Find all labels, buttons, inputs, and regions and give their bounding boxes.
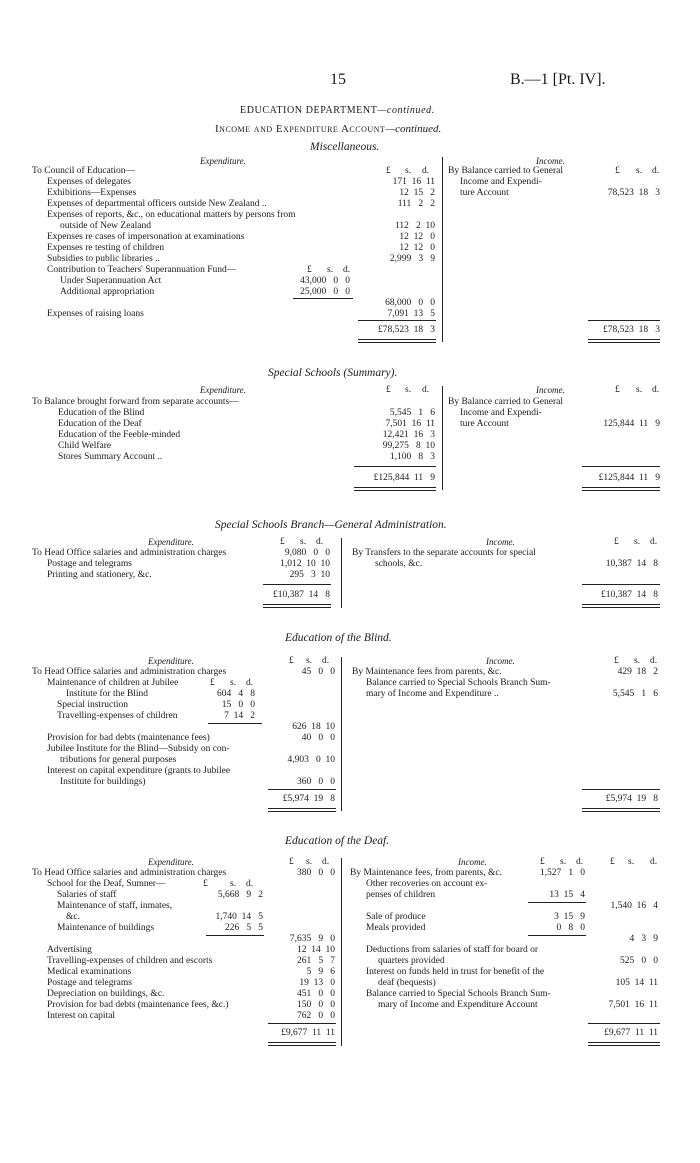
income-line: ture Account [460,419,509,429]
page-number: 15 [330,71,346,88]
income-sub-amount: 13 15 4 [549,890,585,900]
amount: 68,000 0 0 [385,298,435,308]
income-line: Balance carried to Special Schools Branch Sum- [366,989,551,999]
line-item: Salaries of staff [57,890,117,900]
pence-heading: d. [422,166,430,176]
amount: 380 0 0 [297,868,335,878]
section-title: Education of the Deaf. [285,835,390,847]
income-line: By Maintenance fees from parents, &c. [352,667,502,677]
amount: 360 0 0 [297,777,335,787]
amount: 7,635 9 0 [289,934,335,944]
line-item: Maintenance of staff, inmates, [57,901,173,911]
income-heading: Income. [486,656,515,666]
income-amount: 1,540 16 4 [610,901,658,911]
income-sub-amount: 1,527 1 0 [539,868,585,878]
income-line: schools, &c. [375,559,423,569]
income-line: mary of Income and Expenditure .. [366,689,499,699]
income-line: Interest on funds held in trust for benefit of the [366,967,545,977]
expenditure-total: £78,523 18 3 [378,325,435,335]
expenditure-total: £125,844 11 9 [373,473,435,483]
income-line: Meals provided [366,923,426,933]
line-item: Expenses of departmental officers outside New Zealand .. [47,199,267,209]
income-amount: 7,501 16 11 [608,1000,658,1010]
income-total: £125,844 11 9 [598,473,660,483]
line-item: Stores Summary Account .. [58,452,163,462]
amount: 40 0 0 [301,733,335,743]
amount: 112 2 10 [394,221,435,231]
income-line: By Balance carried to General [448,397,563,407]
line-item: Advertising [47,945,92,955]
income-line: penses of children [366,890,436,900]
income-total: £10,387 14 8 [601,590,658,600]
amount: 12,421 16 3 [382,430,435,440]
pence-heading: d. [652,166,660,176]
line-item: Expenses of raising loans [47,309,144,319]
income-heading: Income. [458,857,487,867]
amount: 4,903 0 10 [287,755,335,765]
income-amount: 78,523 18 3 [607,188,660,198]
sub-amount: 226 5 5 [225,923,263,933]
amount: 12 14 10 [297,945,335,955]
line-item: Expenses of delegates [47,177,131,187]
income-line: Other recoveries on account ex- [366,879,488,889]
amount: 12 12 0 [399,243,435,253]
line-item: Exhibitions—Expenses [47,188,137,198]
income-sub-amount: 0 8 0 [556,923,585,933]
line-item: Postage and telegrams [47,978,132,988]
line-item: To Head Office salaries and administration charges [32,667,227,677]
income-total: £5,974 19 8 [605,794,658,804]
income-amount: 525 0 0 [620,956,658,966]
section-title: Education of the Blind. [285,632,392,644]
income-amount: 125,844 11 9 [603,419,660,429]
income-amount: 5,545 1 6 [612,689,658,699]
line-item: Special instruction [57,700,128,710]
amount: 2,999 3 9 [389,254,435,264]
line-item: Education of the Feeble-minded [58,430,181,440]
amount: 12 12 0 [399,232,435,242]
section-title: Special Schools Branch—General Administration. [215,519,447,531]
income-line: ture Account [460,188,509,198]
amount: 1,100 8 3 [389,452,435,462]
expenditure-total: £10,387 14 8 [273,590,330,600]
pound-heading: £ [615,166,620,176]
shilling-heading: s. [636,166,643,176]
line-item: Institute for the Blind [66,689,149,699]
line-item: Institute for buildings) [60,777,146,787]
line-item: Medical examinations [47,967,132,977]
line-item: outside of New Zealand [60,221,152,231]
income-line: quarters provided [378,956,445,966]
income-amount: 4 3 9 [629,934,658,944]
income-amount: 10,387 14 8 [605,559,658,569]
income-line: By Transfers to the separate accounts for special [352,548,536,558]
expenditure-heading: Expenditure. [200,385,246,395]
sub-amount: 7 14 2 [224,711,255,721]
amount: 1,012 10 10 [280,559,330,569]
line-item: Child Welfare [58,441,112,451]
amount: 99,275 8 10 [382,441,435,451]
sub-amount: 43,000 0 0 [300,276,350,286]
line-item: Provision for bad debts (maintenance fees, &c.) [47,1000,229,1010]
amount: 626 18 10 [292,722,335,732]
expenditure-total: £5,974 19 8 [282,794,335,804]
amount: 111 2 2 [397,199,435,209]
income-total: £78,523 18 3 [603,325,660,335]
section-title: Special Schools (Summary). [268,367,398,379]
line-item: Interest on capital [47,1011,116,1021]
income-line: Deductions from salaries of staff for board or [366,945,539,955]
income-line: Balance carried to Special Schools Branch Sum- [366,678,551,688]
pound-heading: £ [386,166,391,176]
line-item: Jubilee Institute for the Blind—Subsidy on con- [47,744,230,754]
income-heading: Income. [486,537,515,547]
line-item: Depreciation on buildings, &c. [47,989,165,999]
income-amount: 105 14 11 [615,978,658,988]
income-total: £9,677 11 11 [604,1028,658,1038]
amount: 150 0 0 [297,1000,335,1010]
line-item: School for the Deaf, Sumner— [47,879,166,889]
line-item: To Head Office salaries and administration charges [32,548,227,558]
amount: 12 15 2 [399,188,435,198]
amount: 9,080 0 0 [284,548,330,558]
expenditure-heading: Expenditure. [148,537,194,547]
sub-amount: 604 4 8 [217,689,255,699]
expenditure-heading: Expenditure. [148,656,194,666]
line-item: Postage and telegrams [47,559,132,569]
expenditure-heading: Expenditure. [200,156,246,166]
income-line: By Maintenance fees, from parents, &c. [350,868,502,878]
line-item: To Council of Education— [32,166,136,176]
line-item: Maintenance of buildings [57,923,155,933]
shilling-heading: s. [405,166,412,176]
income-line: Income and Expendi- [460,408,542,418]
amount: 19 13 0 [299,978,335,988]
line-item: Expenses of reports, &c., on educational matters by persons from [47,210,296,220]
page-reference: B.—1 [Pt. IV]. [510,71,606,88]
amount: 45 0 0 [301,667,335,677]
line-item: Additional appropriation [60,287,155,297]
amount: 762 0 0 [297,1011,335,1021]
line-item: Maintenance of children at Jubilee [47,678,179,688]
line-item: Expenses re cases of impersonation at examinations [47,232,245,242]
line-item: Under Superannuation Act [60,276,162,286]
line-item: Provision for bad debts (maintenance fees) [47,733,210,743]
amount: 5 9 6 [306,967,335,977]
amount: 171 16 11 [392,177,435,187]
sub-amount: 5,668 9 2 [217,890,263,900]
line-item: Interest on capital expenditure (grants to Jubilee [47,766,231,776]
line-item: tributions for general purposes [60,755,177,765]
line-item: Printing and stationery, &c. [47,570,152,580]
sub-amount: 1,740 14 5 [215,912,263,922]
line-item: Expenses re testing of children [47,243,165,253]
line-item: &c. [66,912,80,922]
income-line: Income and Expendi- [460,177,542,187]
income-amount: 429 18 2 [617,667,658,677]
income-line: Sale of produce [366,912,426,922]
income-line: deaf (bequests) [378,978,436,988]
amount: 261 5 7 [297,956,335,966]
sub-amount: 25,000 0 0 [300,287,350,297]
line-item: To Head Office salaries and administration charges [32,868,227,878]
line-item: Subsidies to public libraries .. [47,254,160,264]
line-item: Travelling-expenses of children and escorts [47,956,213,966]
income-sub-amount: 3 15 9 [554,912,585,922]
section-title: Miscellaneous. [310,141,380,153]
income-line: By Balance carried to General [448,166,563,176]
expenditure-heading: Expenditure. [148,857,194,867]
sub-amount: 15 0 0 [221,700,255,710]
amount: 7,501 16 11 [385,419,435,429]
amount: 7,091 13 5 [387,309,435,319]
line-item: Travelling-expenses of children [57,711,178,721]
account-subtitle: Income and Expenditure Account—continued. [215,123,442,135]
amount: 451 0 0 [297,989,335,999]
line-item: Contribution to Teachers' Superannuation Fund— [47,265,237,275]
expenditure-total: £9,677 11 11 [281,1028,335,1038]
income-heading: Income. [536,385,565,395]
amount: 5,545 1 6 [389,408,435,418]
line-item: To Balance brought forward from separate accounts— [32,397,239,407]
line-item: Education of the Deaf [58,419,142,429]
department-title: EDUCATION DEPARTMENT—continued. [240,105,435,116]
amount: 295 3 10 [289,570,330,580]
income-heading: Income. [536,156,565,166]
income-line: mary of Income and Expenditure Account [378,1000,538,1010]
line-item: Education of the Blind [58,408,145,418]
